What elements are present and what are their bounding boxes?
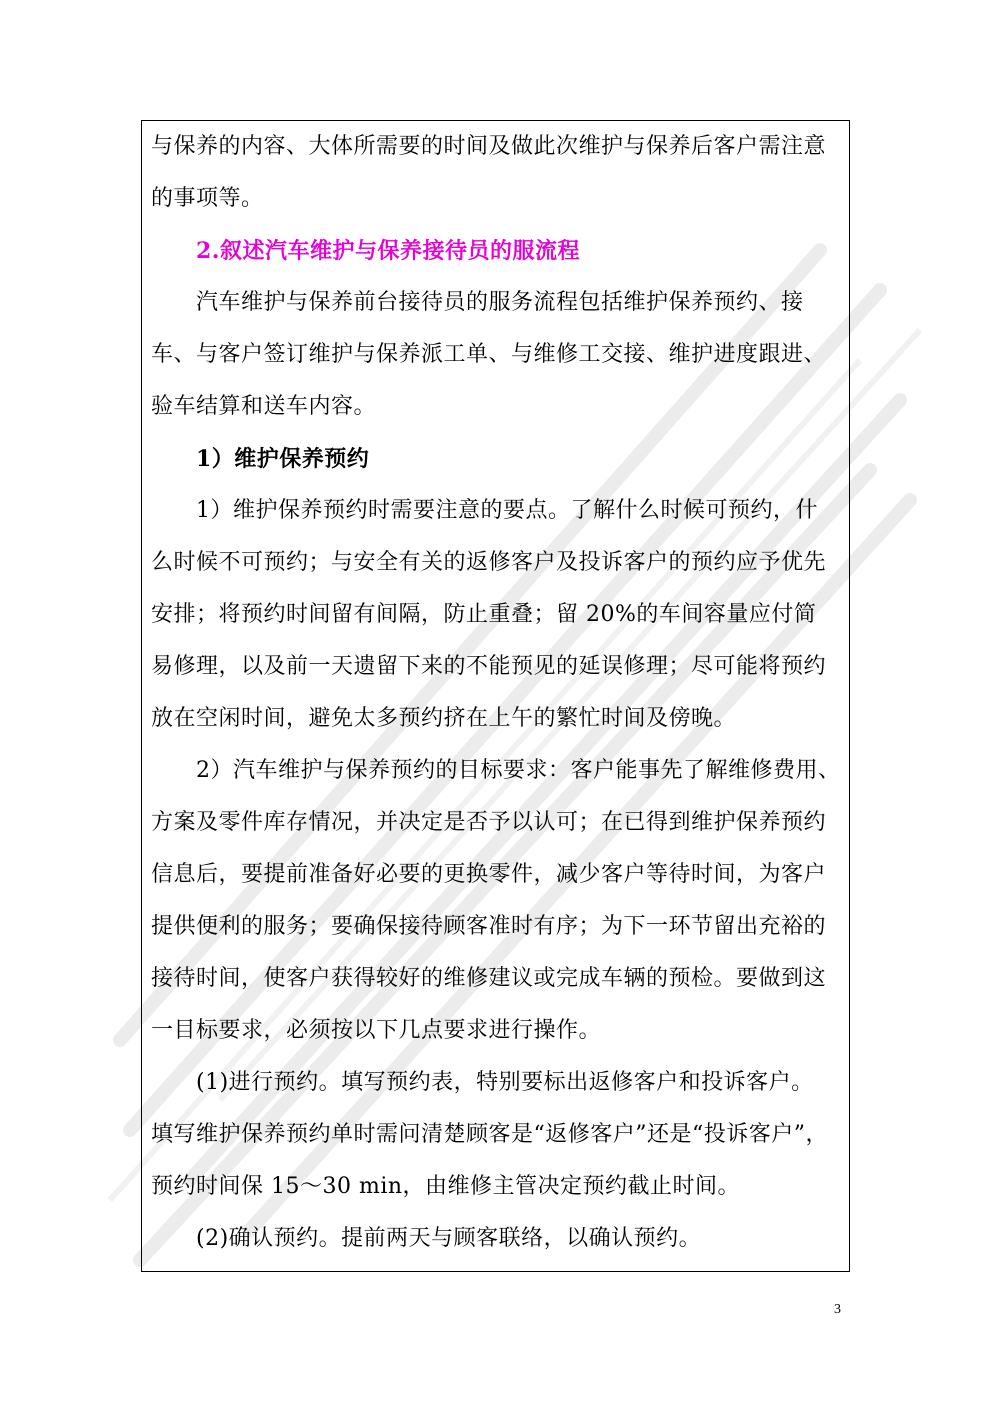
paragraph-line: 预约时间保 15～30 min，由维修主管决定预约截止时间。 xyxy=(151,1174,741,1199)
paragraph-line: 2）汽车维护与保养预约的目标要求：客户能事先了解维修费用、 xyxy=(196,758,841,783)
paragraph-line: 接待时间，使客户获得较好的维修建议或完成车辆的预检。要做到这 xyxy=(151,966,827,991)
paragraph-line: 信息后，要提前准备好必要的更换零件，减少客户等待时间，为客户 xyxy=(151,862,827,887)
paragraph-line: 填写维护保养预约单时需问清楚顾客是“返修客户”还是“投诉客户”， xyxy=(151,1122,828,1147)
paragraph-line: 的事项等。 xyxy=(151,186,264,211)
paragraph-line: 么时候不可预约；与安全有关的返修客户及投诉客户的预约应予优先 xyxy=(151,550,827,575)
paragraph-line: 易修理，以及前一天遗留下来的不能预见的延误修理；尽可能将预约 xyxy=(151,654,827,679)
subsection-heading: 1）维护保养预约 xyxy=(196,446,370,472)
section-heading: 2.叙述汽车维护与保养接待员的服流程 xyxy=(196,238,580,264)
page-content xyxy=(151,121,845,1265)
paragraph-line: 安排；将预约时间留有间隔，防止重叠；留 20%的车间容量应付简 xyxy=(151,602,817,627)
paragraph-line: 车、与客户签订维护与保养派工单、与维修工交接、维护进度跟进、 xyxy=(151,342,827,367)
page-number: 3 xyxy=(834,1302,841,1317)
paragraph-line: 1）维护保养预约时需要注意的要点。了解什么时候可预约，什 xyxy=(196,498,818,523)
paragraph-line: 汽车维护与保养前台接待员的服务流程包括维护保养预约、接 xyxy=(196,290,804,315)
paragraph-line: (2)确认预约。提前两天与顾客联络，以确认预约。 xyxy=(196,1226,702,1251)
paragraph-line: 一目标要求，必须按以下几点要求进行操作。 xyxy=(151,1018,602,1043)
paragraph-line: (1)进行预约。填写预约表，特别要标出返修客户和投诉客户。 xyxy=(196,1070,814,1095)
paragraph-line: 放在空闲时间，避免太多预约挤在上午的繁忙时间及傍晚。 xyxy=(151,706,737,731)
paragraph-line: 提供便利的服务；要确保接待顾客准时有序；为下一环节留出充裕的 xyxy=(151,914,827,939)
paragraph-line: 与保养的内容、大体所需要的时间及做此次维护与保养后客户需注意 xyxy=(151,134,827,159)
paragraph-line: 方案及零件库存情况，并决定是否予以认可；在已得到维护保养预约 xyxy=(151,810,827,835)
paragraph-line: 验车结算和送车内容。 xyxy=(151,394,377,419)
